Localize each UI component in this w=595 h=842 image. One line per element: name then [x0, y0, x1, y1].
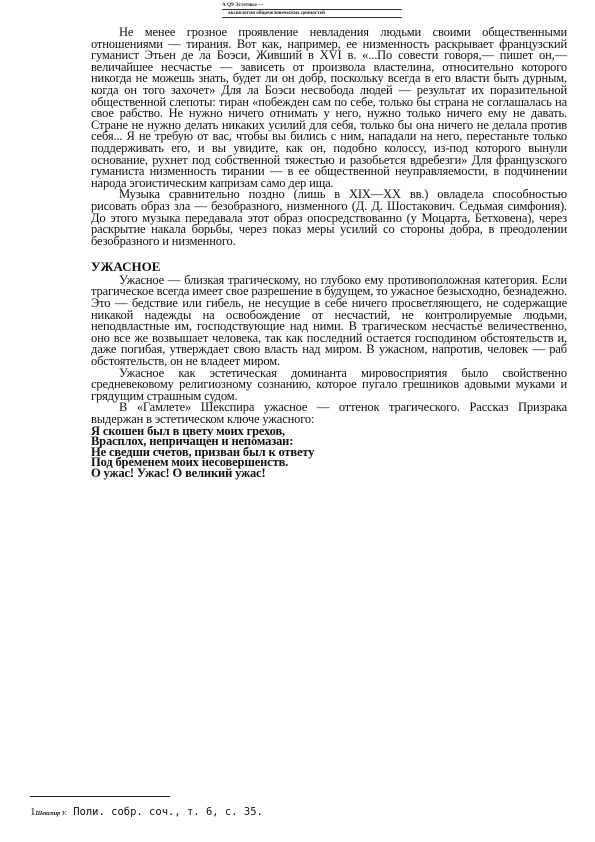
verse-line: Под бременем моих несовершенств. — [91, 455, 289, 470]
paragraph-music: Музыка сравнительно поздно (лишь в XIX—XX вв.) овладела способностью рисовать образ зла — безобразного, низменного (Д. Д. Шостакович. Седьмая симфония). До этого музыка передавала этот образ опосредствованно (у Моцарта, Бетховена), через раскрытие накала борьбы, через показ меры усилий со стороны добра, в преодолении безобразного и низменного. — [91, 187, 567, 248]
paragraph-horrible-definition: Ужасное — близкая трагическому, но глубоко ему противоположная категория. Если трагическое всегда имеет свое разрешение в будущем, то ужасное безысходно, безнадежно. Это — бедствие или гибель, не несущие в себе ничего просветляющего, не содержащие никакой надежды на освобождение от несчастий, не контролируемые людьми, неподвластные им, господствующие над ними. В трагическом несчастье величественно, оно все же возвышает человека, так как последний остается господином обстоятельств и, даже погибая, утверждает свою власть над миром. В ужасном, напротив, человек — раб обстоятельств, он не владеет миром. — [91, 272, 567, 369]
verse-line: Не сведши счетов, призван был к ответу — [91, 444, 315, 459]
paragraph-tyranny: Не менее грозное проявление невладения людьми своими общественными отношениями — тирания. Вот как, например, ее низменность раскрывает французский гуманист Этьен де ла Боэси, Живший в XVI в. «...По совести говоря,— пишет он,— величайшее несчастье — зависеть от произвола властелина, относительно которого никогда не можешь знать, будет ли он добр, поскольку всегда в его власти быть дурным, когда он того захочет» Для ла Боэси несвобода людей — результат их поразительной общественной слепоты: тиран «побежден сам по себе, только бы страна не соглашалась на свое рабство. Не нужно ничего отнимать у него, нужно только ничего ему не давать. Стране не нужно делать никаких усилий для себя, только бы она ничего не делала против себя... Я не требую от вас, чтобы вы бились с ним, нападали на него, перестаньте только поддерживать его, и вы увидите, как он, подобно колоссу, из-под которого вынули основание, рухнет под собственной тяжестью и разобьется вдребезги» Для французского гуманиста низменность тирании — в ее общественной неуправляемости, в подчинении народа эгоистическим капризам само дер ища. — [91, 25, 567, 190]
verse-line: Я скошен был в цвету моих грехов, — [91, 423, 286, 438]
header-title-line: А Q9 Эстетика — — [222, 2, 402, 10]
section-heading: УЖАСНОЕ — [91, 259, 161, 275]
footnote-author: Шекспир У. — [35, 811, 67, 817]
footnote-divider — [30, 796, 170, 797]
running-header — [222, 2, 402, 18]
verse-line: Врасплох, непричащен и непомазан: — [91, 434, 294, 449]
footnote-text: Поли. собр. соч., т. 6, с. 35. — [73, 806, 263, 818]
verse-line: О ужас! Ужас! О великий ужас! — [91, 465, 266, 480]
footnote-number: 1 — [30, 806, 36, 818]
footnote — [30, 806, 530, 818]
paragraph-medieval: Ужасное как эстетическая доминанта мировосприятия было свойственно средневековому религиозному сознанию, которое пугало грешников адовыми муками и грядущим страшным судом. — [91, 365, 567, 403]
paragraph-hamlet: В «Гамлете» Шекспира ужасное — оттенок трагического. Рассказ Призрака выдержан в эстетическом ключе ужасного: — [91, 400, 567, 426]
verse-quote — [91, 423, 567, 480]
header-subtitle-line: аксиология общечеловеческих ценностей — [222, 10, 402, 18]
main-text — [91, 27, 567, 479]
